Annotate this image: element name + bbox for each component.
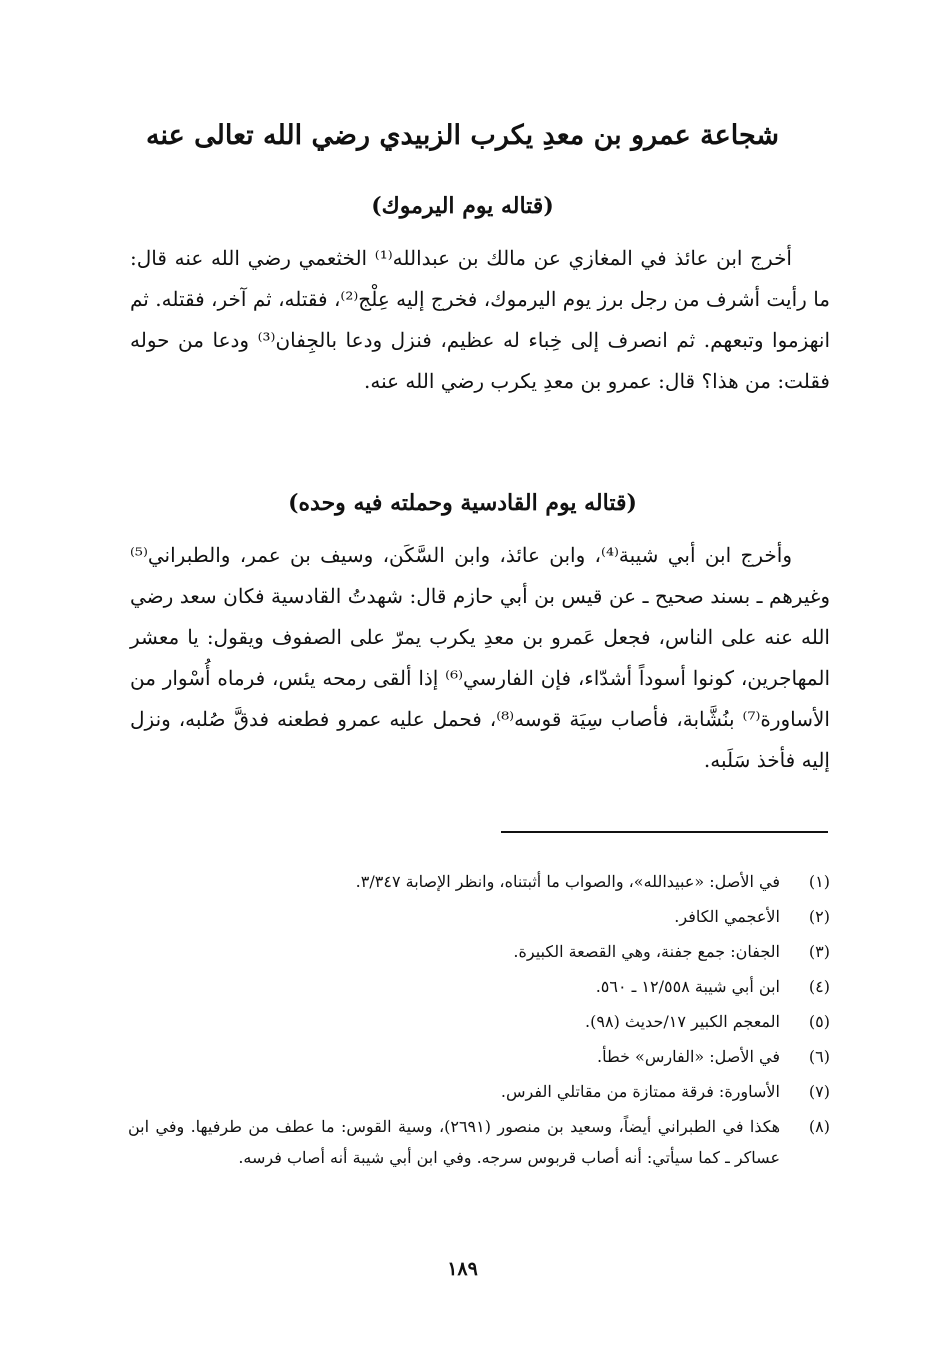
footnote-number: (٣) [808,942,830,961]
footnote-text: الأساورة: فرقة ممتازة من مقاتلي الفرس. [500,1082,780,1101]
paragraph-qadisiyyah: وأخرج ابن أبي شيبة⁽⁴⁾، وابن عائذ، وابن السَّكَن، وسيف بن عمر، والطبراني⁽⁵⁾ وغيرهم ـ بسند صحيح ـ عن قيس بن أبي حازم قال: شهدتُ القادسية فكان سعد رضي الله عنه على الناس، فجعل عَمرو بن معدِ يكرب يمرّ على الصفوف ويقول: يا معشر المهاجرين، كونوا أسوداً أشدّاء، فإن الفارسي⁽⁶⁾ إذا ألقى رمحه يئس، فرماه أُسْوار من الأساورة⁽⁷⁾ بنُشَّابة، فأصاب سِيَة قوسه⁽⁸⁾، فحمل عليه عمرو فطعنه فدقَّ صُلبه، ونزل إليه فأخذ سَلَبه. [130,543,831,772]
footnote [128,866,830,897]
footnote-number: (٧) [808,1082,830,1101]
page-number: ١٨٩ [447,1258,478,1280]
footnote-text: ابن أبي شيبة ١٢/٥٥٨ ـ ٥٦٠. [595,977,780,996]
footnotes [128,866,830,1177]
footnote-text: الأعجمي الكافر. [674,907,780,926]
footnote-text: في الأصل: «عبيدالله»، والصواب ما أثبتناه، وانظر الإصابة ٣/٣٤٧. [355,872,780,891]
footnote [128,971,830,1002]
footnote-number: (١) [808,872,830,891]
footnote-text: هكذا في الطبراني أيضاً، وسعيد بن منصور (٢٦٩١)، وسية القوس: ما عطف من طرفيها. وفي ابن عساكر ـ كما سيأتي: أنه أصاب قربوس سرجه. وفي ابن أبي شيبة أنه أصاب فرسه. [128,1117,781,1167]
footnote [128,1041,830,1072]
page-title: شجاعة عمرو بن معدِ يكرب الزبيدي رضي الله تعالى عنه [145,120,780,151]
footnote [128,1076,830,1107]
section-heading-qadisiyyah: (قتاله يوم القادسية وحملته فيه وحده) [288,490,637,516]
section-heading-yarmouk: (قتاله يوم اليرموك) [371,193,554,219]
footnote-number: (٦) [808,1047,830,1066]
footnote [128,901,830,932]
footnote-number: (٢) [808,907,830,926]
footnote [128,1006,830,1037]
footnote-text: المعجم الكبير ١٧/حديث (٩٨). [585,1012,780,1031]
footnote-number: (٤) [808,977,830,996]
footnote-text: في الأصل: «الفارس» خطأ. [596,1047,780,1066]
footnote [128,936,830,967]
footnote-divider [501,831,828,833]
footnote-number: (٨) [808,1117,830,1136]
footnote-number: (٥) [808,1012,830,1031]
footnote [128,1111,830,1173]
footnote-text: الجفان: جمع جفنة، وهي القصعة الكبيرة. [513,942,780,961]
paragraph-yarmouk: أخرج ابن عائذ في المغازي عن مالك بن عبدالله⁽¹⁾ الخثعمي رضي الله عنه قال: ما رأيت أشرف من رجل برز يوم اليرموك، فخرج إليه عِلْج⁽²⁾، فقتله، ثم آخر، فقتله. ثم انهزموا وتبعهم. ثم انصرف إلى خِباء له عظيم، فنزل ودعا بالجِفان⁽³⁾ ودعا من حوله فقلت: من هذا؟ قال: عمرو بن معدِ يكرب رضي الله عنه. [130,246,830,393]
